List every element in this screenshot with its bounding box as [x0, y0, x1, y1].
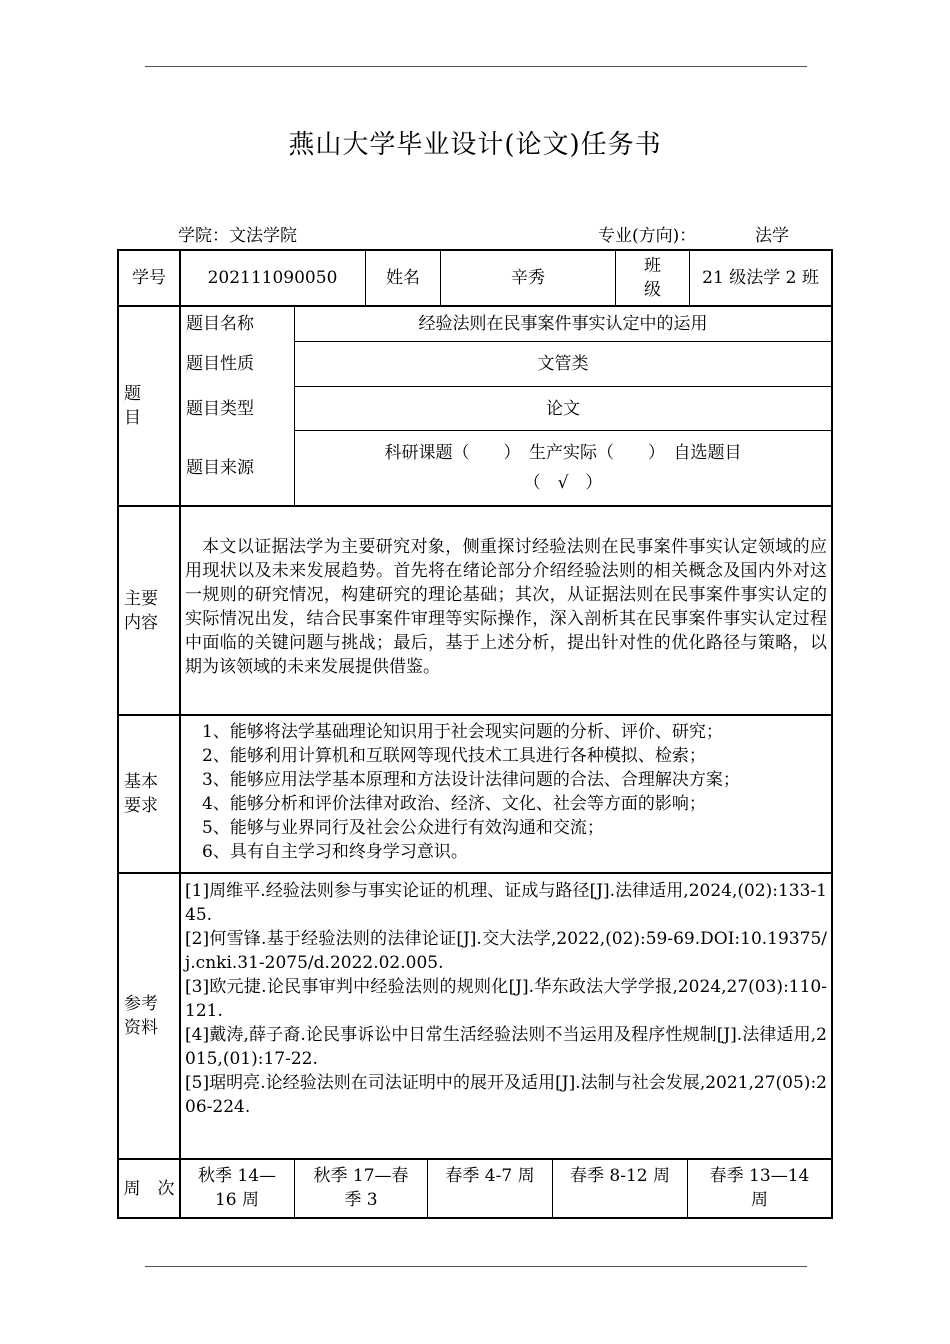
content-label-line: 主要 [124, 588, 158, 609]
requirements-list [180, 720, 831, 864]
schedule-week-line: 周 [751, 1190, 768, 1210]
requirement-item: 6、具有自主学习和终身学习意识。 [202, 842, 468, 862]
class-label [616, 251, 689, 305]
requirement-item: 3、能够应用法学基本原理和方法设计法律问题的合法、合理解决方案； [202, 770, 740, 790]
schedule-week-line: 春季 8-12 周 [570, 1166, 670, 1186]
schedule-week-line: 秋季 17—春 [313, 1166, 409, 1186]
topic-section-label-line: 目 [124, 408, 141, 428]
topic-source-label: 题目来源 [186, 458, 254, 478]
references-label-line: 资料 [124, 1018, 158, 1038]
reference-item: [2]何雪锋.基于经验法则的法律论证[J].交大法学,2022,(02):59-69.DOI:10.19375/j.cnki.31-2075/d.2022.02.005. [185, 929, 827, 973]
topic-nature-label: 题目性质 [186, 354, 254, 374]
row-divider [117, 505, 833, 507]
content-label-line: 内容 [124, 612, 158, 633]
topic-source-line: 科研课题（ ） 生产实际（ ） 自选题目 [384, 443, 742, 463]
topic-source-line: （ √ ） [523, 473, 603, 493]
college-label: 学院：文法学院 [178, 226, 297, 246]
student-id-value: 202111090050 [207, 268, 338, 288]
major-label: 专业(方向)： [598, 226, 697, 246]
row-divider [117, 872, 833, 874]
topic-section-label [119, 307, 179, 505]
reference-item: [4]戴涛,薛子裔.论民事诉讼中日常生活经验法则不当运用及程序性规制[J].法律适用,2015,(01):17-22. [185, 1025, 827, 1069]
schedule-week-line: 春季 13—14 [709, 1166, 810, 1186]
reference-item: [5]琚明亮.论经验法则在司法证明中的展开及适用[J].法制与社会发展,2021,27(05):206-224. [185, 1073, 827, 1117]
requirement-item: 1、能够将法学基础理论知识用于社会现实问题的分析、评价、研究； [202, 722, 723, 742]
topic-name-label: 题目名称 [186, 314, 254, 334]
schedule-label: 周 次 [123, 1178, 175, 1199]
topic-section-label-line: 题 [124, 384, 141, 404]
student-id-label: 学号 [132, 268, 166, 288]
topic-name-value: 经验法则在民事案件事实认定中的运用 [418, 314, 708, 334]
student-name-label: 姓名 [386, 268, 420, 288]
schedule-week [295, 1164, 427, 1212]
references-label [119, 874, 179, 1158]
schedule-week-line: 春季 4-7 周 [445, 1166, 535, 1186]
class-value: 21 级法学 2 班 [702, 268, 819, 288]
schedule-week-line: 秋季 14— [197, 1166, 277, 1186]
major-value: 法学 [755, 226, 789, 246]
reference-item: [1]周维平.经验法则参与事实论证的机理、证成与路径[J].法律适用,2024,(02):133-145. [185, 881, 827, 925]
requirement-item: 5、能够与业界同行及社会公众进行有效沟通和交流； [202, 818, 604, 838]
topic-source-value [295, 431, 831, 505]
topic-type-value: 论文 [546, 398, 580, 419]
schedule-week [688, 1164, 831, 1212]
bottom-rule [145, 1266, 807, 1267]
schedule-week-line: 16 周 [214, 1190, 260, 1210]
content-label [119, 507, 179, 714]
class-label-line: 级 [644, 280, 661, 300]
requirements-label-line: 基本 [124, 772, 158, 792]
schedule-week [553, 1164, 687, 1188]
topic-type-label: 题目类型 [186, 398, 254, 419]
schedule-week [180, 1164, 294, 1212]
student-name-value: 辛秀 [511, 268, 545, 288]
reference-item: [3]欧元捷.论民事审判中经验法则的规则化[J].华东政法大学学报,2024,27(03):110-121. [185, 977, 827, 1021]
requirement-item: 4、能够分析和评价法律对政治、经济、文化、社会等方面的影响； [202, 794, 706, 814]
requirements-label [119, 716, 179, 872]
references-list [185, 879, 827, 1119]
row-divider [117, 1158, 833, 1160]
row-divider [117, 714, 833, 716]
class-label-line: 班 [644, 256, 661, 276]
requirement-item: 2、能够利用计算机和互联网等现代技术工具进行各种模拟、检索； [202, 746, 706, 766]
requirements-label-line: 要求 [124, 796, 158, 816]
topic-nature-value: 文管类 [537, 354, 589, 374]
schedule-week [428, 1164, 552, 1188]
schedule-week-line: 季 3 [344, 1190, 378, 1210]
references-label-line: 参考 [124, 994, 158, 1014]
content-text: 本文以证据法学为主要研究对象，侧重探讨经验法则在民事案件事实认定领域的应用现状以及未来发展趋势。首先将在绪论部分介绍经验法则的相关概念及国内外对这一规则的研究情况，构建研究的理论基础；其次，从证据法则在民事案件事实认定的实际情况出发，结合民事案件审理等实际操作，深入剖析其在民事案件事实认定过程中面临的关键问题与挑战；最后，基于上述分析，提出针对性的优化路径与策略，以期为该领域的未来发展提供借鉴。 [185, 537, 827, 677]
top-rule [145, 66, 807, 67]
page-title: 燕山大学毕业设计(论文)任务书 [288, 130, 662, 160]
